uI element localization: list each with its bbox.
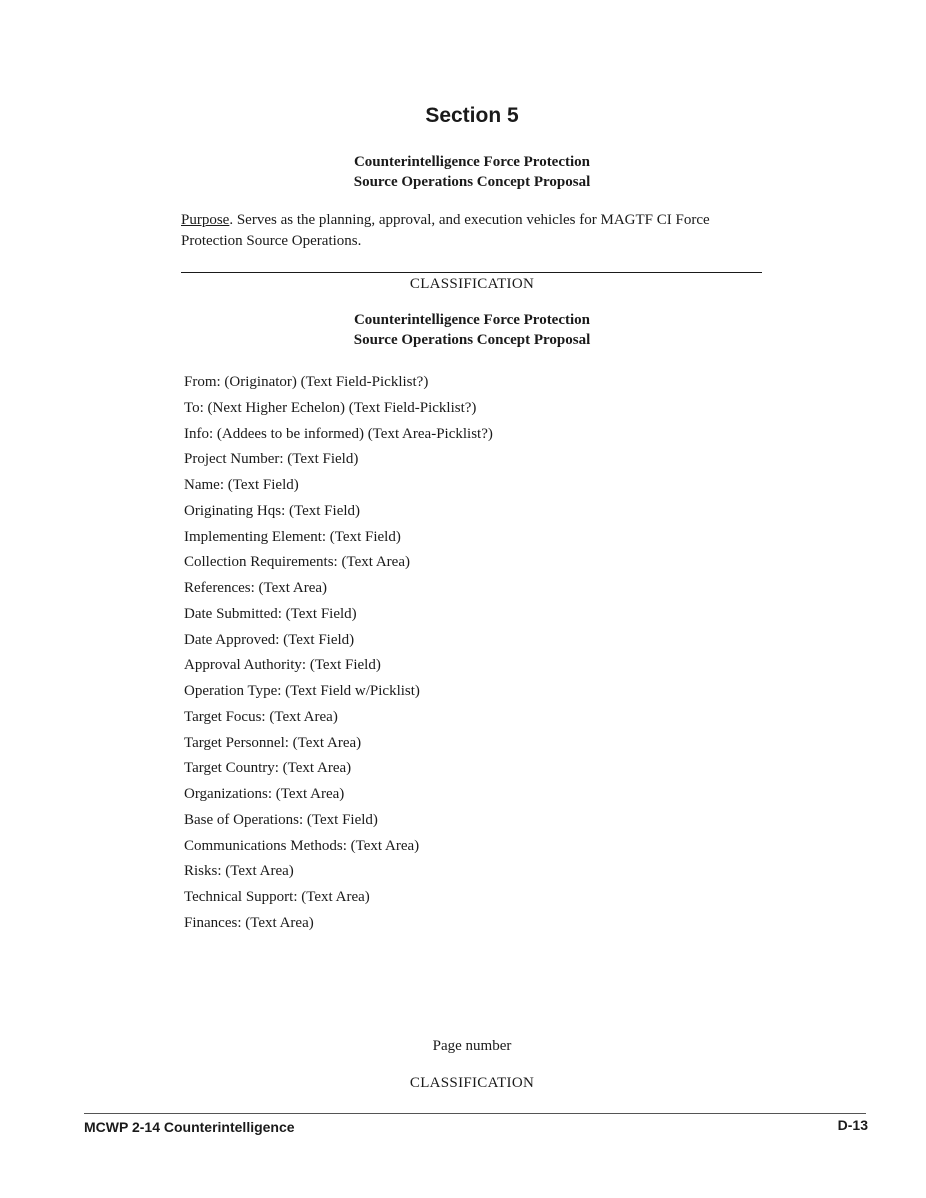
form-field-item: Approval Authority: (Text Field): [184, 657, 381, 674]
form-field-item: Project Number: (Text Field): [184, 451, 359, 468]
form-field-item: Collection Requirements: (Text Area): [184, 554, 410, 571]
form-field-item: Target Personnel: (Text Area): [184, 734, 362, 751]
purpose-label: Purpose: [181, 212, 230, 228]
form-field-item: From: (Originator) (Text Field-Picklist?): [184, 374, 429, 390]
footer-page-id: D-13: [837, 1117, 868, 1133]
form-field-item: Date Approved: (Text Field): [184, 631, 355, 648]
form-field-item: Info: (Addees to be informed) (Text Area-Picklist?): [184, 425, 493, 442]
document-title-line-2: Source Operations Concept Proposal: [353, 174, 591, 190]
footer-divider: [84, 1113, 866, 1114]
form-field-item: Target Focus: (Text Area): [184, 708, 338, 725]
form-title-line-1: Counterintelligence Force Protection: [353, 312, 591, 328]
form-field-item: Risks: (Text Area): [184, 863, 294, 880]
page-number-placeholder: Page number: [432, 1038, 512, 1054]
form-field-item: Base of Operations: (Text Field): [184, 811, 378, 828]
form-field-item: Implementing Element: (Text Field): [184, 528, 401, 545]
classification-divider: [181, 272, 762, 273]
form-field-item: Target Country: (Text Area): [184, 760, 352, 777]
form-field-item: Organizations: (Text Area): [184, 786, 345, 802]
section-title: Section 5: [425, 104, 519, 127]
form-field-item: Operation Type: (Text Field w/Picklist): [184, 683, 420, 699]
form-field-item: Name: (Text Field): [184, 477, 299, 493]
form-field-item: Finances: (Text Area): [184, 914, 314, 931]
purpose-text: . Serves as the planning, approval, and execution vehicles for MAGTF CI Force Protection Source Operations.: [181, 212, 710, 249]
form-field-list: [184, 370, 493, 937]
document-title-line-1: Counterintelligence Force Protection: [353, 154, 591, 170]
classification-bottom: CLASSIFICATION: [409, 1075, 535, 1091]
form-title: [0, 310, 926, 350]
form-field-item: References: (Text Area): [184, 580, 328, 596]
form-field-item: Originating Hqs: (Text Field): [184, 502, 361, 519]
form-title-line-2: Source Operations Concept Proposal: [353, 332, 591, 348]
form-field-item: Technical Support: (Text Area): [184, 889, 370, 905]
classification-top: CLASSIFICATION: [409, 276, 535, 292]
form-field-item: To: (Next Higher Echelon) (Text Field-Picklist?): [184, 399, 477, 416]
form-field-item: Communications Methods: (Text Area): [184, 837, 420, 854]
purpose-paragraph: [181, 210, 771, 252]
document-title: [0, 152, 926, 192]
footer-publication-title: MCWP 2-14 Counterintelligence: [84, 1119, 295, 1135]
form-field-item: Date Submitted: (Text Field): [184, 605, 357, 622]
